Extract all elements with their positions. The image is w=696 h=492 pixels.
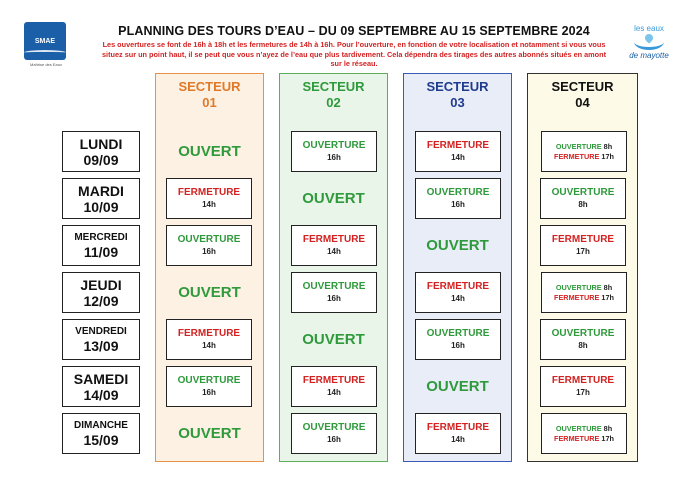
- day-date: 10/09: [83, 198, 119, 215]
- status-cell-mixed: [541, 131, 627, 172]
- status-time: 14h: [451, 294, 465, 303]
- day-date: 12/09: [83, 292, 119, 309]
- status-time: 8h: [578, 200, 588, 209]
- status-time: 16h: [202, 247, 216, 256]
- status-label: FERMETURE: [426, 281, 490, 292]
- status-line: [542, 293, 626, 303]
- status-time: 14h: [202, 341, 216, 350]
- status-cell-mixed: [541, 272, 627, 313]
- page-title: PLANNING DES TOURS D’EAU – DU 09 SEPTEMBRE AU 15 SEPTEMBRE 2024: [118, 24, 590, 38]
- status-time: 14h: [451, 435, 465, 444]
- status-label: OUVERTURE: [426, 187, 490, 198]
- day-label: [62, 413, 140, 454]
- status-time: 14h: [451, 153, 465, 162]
- status-cell-closing: [540, 225, 626, 266]
- sector-header-label: SECTEUR: [302, 79, 365, 94]
- status-time: 8h: [603, 423, 613, 433]
- status-label: FERMETURE: [177, 187, 241, 198]
- status-time: 16h: [451, 200, 465, 209]
- status-label: FERMETURE: [302, 234, 366, 245]
- status-time: 14h: [327, 388, 341, 397]
- sector-header: [280, 74, 387, 111]
- status-time: 8h: [603, 282, 613, 292]
- day-name: DIMANCHE: [74, 420, 128, 431]
- day-date: 11/09: [83, 244, 119, 260]
- sector-header-number: 02: [326, 95, 341, 110]
- smae-logo-tagline: Maîtrise des Eaux: [29, 62, 62, 67]
- day-label: [62, 131, 140, 172]
- status-label: OUVERTURE: [177, 375, 241, 386]
- status-cell-opening: [540, 319, 626, 360]
- day-name: VENDREDI: [75, 326, 127, 337]
- status-open-all-day: OUVERT: [302, 190, 365, 207]
- day-label: [62, 225, 140, 266]
- status-label: OUVERTURE: [555, 282, 602, 292]
- day-label: [62, 272, 140, 313]
- status-cell-opening: [415, 178, 501, 219]
- status-cell-closing: [415, 413, 501, 454]
- water-drop-icon: [634, 34, 664, 50]
- status-time: 16h: [202, 388, 216, 397]
- status-label: OUVERTURE: [551, 328, 615, 339]
- status-cell-opening: [415, 319, 501, 360]
- day-name: JEUDI: [80, 276, 122, 293]
- status-label: OUVERTURE: [555, 423, 602, 433]
- status-cell-opening: [166, 366, 252, 407]
- sector-header-label: SECTEUR: [178, 79, 241, 94]
- status-open-all-day: OUVERT: [426, 237, 489, 254]
- status-time: 16h: [327, 153, 341, 162]
- day-name: LUNDI: [79, 135, 123, 152]
- day-date: 09/09: [83, 151, 119, 168]
- status-cell-closing: [415, 131, 501, 172]
- day-label: [62, 319, 140, 360]
- status-label: FERMETURE: [553, 433, 600, 443]
- sector-header: [528, 74, 637, 111]
- status-cell-closing: [166, 178, 252, 219]
- day-name: MARDI: [78, 182, 124, 199]
- status-label: FERMETURE: [553, 151, 600, 161]
- status-cell-closing: [291, 225, 377, 266]
- status-time: 8h: [603, 141, 613, 151]
- status-time: 17h: [601, 151, 614, 161]
- status-line: [542, 142, 626, 152]
- status-cell-closing: [415, 272, 501, 313]
- sector-header-number: 01: [202, 95, 217, 110]
- status-time: 17h: [576, 388, 590, 397]
- smae-logo: [24, 22, 68, 67]
- eaux-de-mayotte-logo: [622, 24, 676, 60]
- status-time: 16h: [451, 341, 465, 350]
- status-cell-opening: [166, 225, 252, 266]
- eaux-logo-line1: les eaux: [634, 24, 664, 33]
- eaux-logo-line2: de mayotte: [629, 51, 669, 60]
- day-name: MERCREDI: [74, 232, 128, 243]
- status-label: FERMETURE: [302, 375, 366, 386]
- status-label: FERMETURE: [551, 375, 615, 386]
- status-cell-mixed: [541, 413, 627, 454]
- status-time: 14h: [202, 200, 216, 209]
- status-label: FERMETURE: [426, 422, 490, 433]
- status-label: OUVERTURE: [302, 281, 366, 292]
- smae-logo-name: SMAE: [34, 37, 56, 45]
- status-cell-opening: [540, 178, 626, 219]
- status-label: OUVERTURE: [555, 141, 602, 151]
- sector-header-label: SECTEUR: [426, 79, 489, 94]
- status-cell-closing: [540, 366, 626, 407]
- schedule-note: Les ouvertures se font de 16h à 18h et les fermetures de 14h à 16h. Pour l’ouverture, en fonction de votre localisation et notamment si vous vous situez sur un point haut, il se peut que vous n’ayez de l’eau que plus tardivement. Cela dépendra des tirages des autres abonnés situés en amont sur le réseau.: [101, 40, 606, 69]
- status-label: FERMETURE: [177, 328, 241, 339]
- status-time: 17h: [601, 433, 614, 443]
- status-cell-opening: [291, 272, 377, 313]
- status-open-all-day: OUVERT: [178, 284, 241, 301]
- sector-header: [404, 74, 511, 111]
- status-open-all-day: OUVERT: [426, 378, 489, 395]
- status-time: 14h: [327, 247, 341, 256]
- day-date: 15/09: [83, 432, 119, 448]
- status-label: OUVERTURE: [302, 422, 366, 433]
- sector-header-number: 03: [450, 95, 465, 110]
- status-time: 17h: [576, 247, 590, 256]
- sector-header-label: SECTEUR: [551, 79, 614, 94]
- status-label: OUVERTURE: [426, 328, 490, 339]
- status-label: OUVERTURE: [177, 234, 241, 245]
- smae-logo-badge: [24, 22, 66, 60]
- status-line: [542, 434, 626, 444]
- status-open-all-day: OUVERT: [178, 143, 241, 160]
- status-line: [542, 152, 626, 162]
- day-name: SAMEDI: [73, 370, 129, 387]
- status-label: OUVERTURE: [551, 187, 615, 198]
- status-label: FERMETURE: [551, 234, 615, 245]
- status-label: FERMETURE: [426, 140, 490, 151]
- status-open-all-day: OUVERT: [178, 425, 241, 442]
- status-cell-opening: [291, 131, 377, 172]
- sector-header-number: 04: [575, 95, 590, 110]
- status-time: 16h: [327, 435, 341, 444]
- wave-icon: [24, 50, 66, 55]
- status-cell-closing: [291, 366, 377, 407]
- status-open-all-day: OUVERT: [302, 331, 365, 348]
- status-cell-opening: [291, 413, 377, 454]
- status-label: FERMETURE: [553, 292, 600, 302]
- status-line: [542, 424, 626, 434]
- sector-header: [156, 74, 263, 111]
- status-time: 16h: [327, 294, 341, 303]
- day-date: 14/09: [83, 386, 119, 403]
- day-label: [62, 178, 140, 219]
- status-time: 8h: [578, 341, 588, 350]
- status-cell-closing: [166, 319, 252, 360]
- day-label: [62, 366, 140, 407]
- status-line: [542, 283, 626, 293]
- status-label: OUVERTURE: [302, 140, 366, 151]
- day-date: 13/09: [83, 338, 119, 354]
- status-time: 17h: [601, 292, 614, 302]
